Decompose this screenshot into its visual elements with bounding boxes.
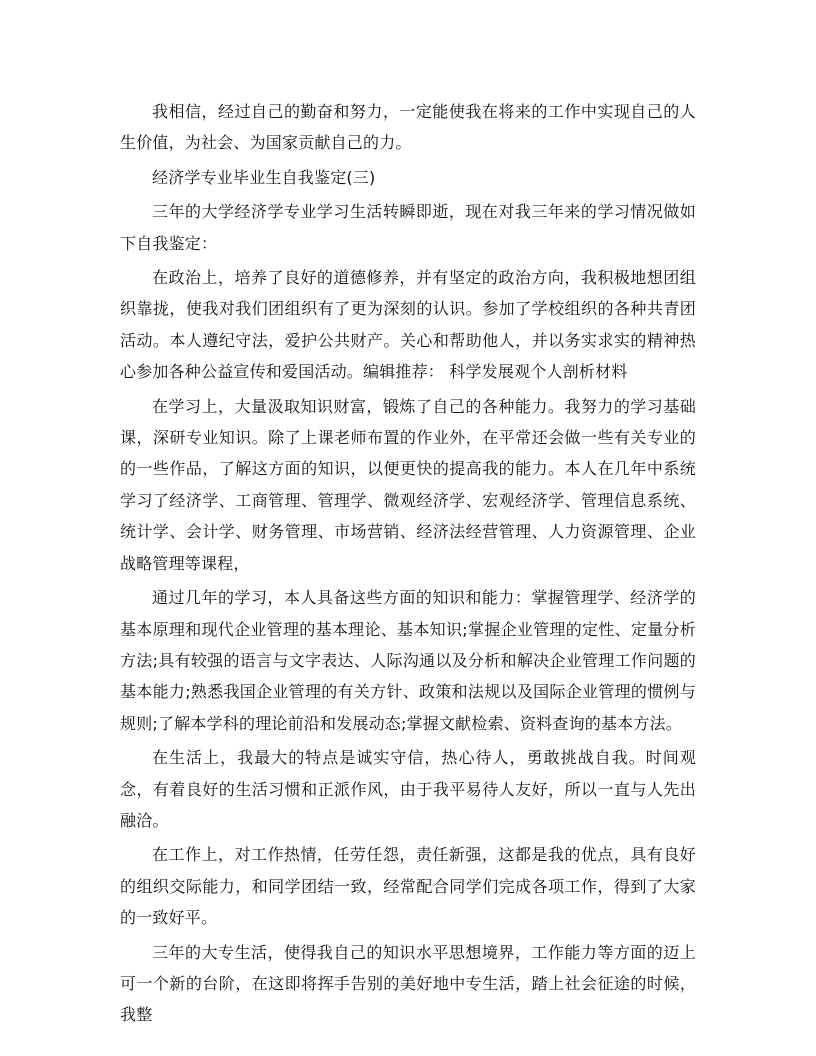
paragraph-work: 在工作上，对工作热情，任劳任怨，责任新强，这都是我的优点，具有良好的组织交际能力，和同学团结一致，经常配合同学们完成各项工作，得到了大家的一致好平。 (120, 845, 696, 928)
paragraph-life: 在生活上，我最大的特点是诚实守信，热心待人，勇敢挑战自我。时间观念，有着良好的生活习惯和正派作风，由于我平易待人友好，所以一直与人先出融洽。 (120, 748, 696, 830)
paragraph-intro: 三年的大学经济学专业学习生活转瞬即逝，现在对我三年来的学习情况做如下自我鉴定： (120, 202, 696, 253)
paragraph-abilities: 通过几年的学习，本人具备这些方面的知识和能力：掌握管理学、经济学的基本原理和现代企业管理的基本理论、基本知识;掌握企业管理的定性、定量分析方法;具有较强的语言与文字表达、人际沟通以及分析和解决企业管理工作问题的基本能力;熟悉我国企业管理的有关方针、政策和法规以及国际企业管理的惯例与规则;了解本学科的理论前沿和发展动态;掌握文献检索、资料查询的基本方法。 (120, 588, 696, 733)
paragraph-politics: 在政治上，培养了良好的道德修养，并有坚定的政治方向，我积极地想团组织靠拢，使我对我们团组织有了更为深刻的认识。参加了学校组织的各种共青团活动。本人遵纪守法，爱护公共财产。关心和帮助他人，并以务实求实的精神热心参加各种公益宣传和爱国活动。编辑推荐： 科学发展观个人剖析材料 (120, 268, 696, 382)
paragraph-summary: 三年的大专生活，使得我自己的知识水平思想境界，工作能力等方面的迈上可一个新的台阶，在这即将挥手告别的美好地中专生活，踏上社会征途的时候，我整 (120, 942, 696, 1025)
paragraph-conclusion: 我相信，经过自己的勤奋和努力，一定能使我在将来的工作中实现自己的人生价值，为社会、为国家贡献自己的力。 (120, 102, 696, 153)
section-heading: 经济学专业毕业生自我鉴定(三) (152, 167, 376, 187)
paragraph-study: 在学习上，大量汲取知识财富，锻炼了自己的各种能力。我努力的学习基础课，深研专业知识。除了上课老师布置的作业外，在平常还会做一些有关专业的的一些作品，了解这方面的知识，以便更快的提高我的能力。本人在几年中系统学习了经济学、工商管理、管理学、微观经济学、宏观经济学、管理信息系统、统计学、会计学、财务管理、市场营销、经济法经营管理、人力资源管理、企业战略管理等课程， (120, 396, 696, 573)
